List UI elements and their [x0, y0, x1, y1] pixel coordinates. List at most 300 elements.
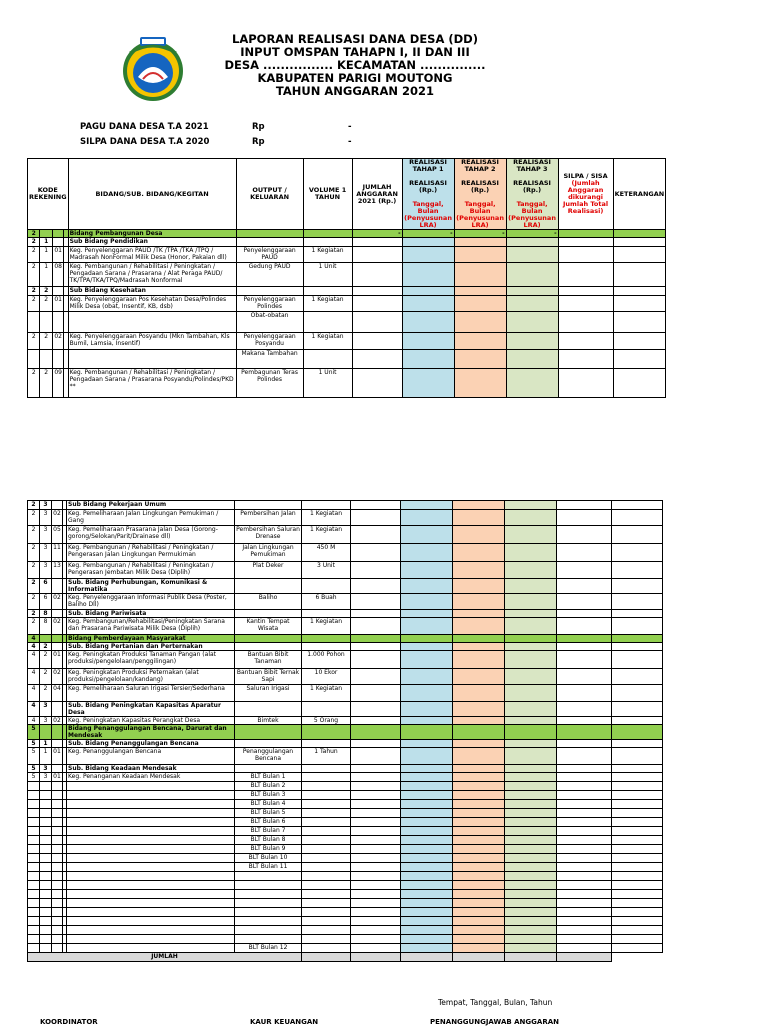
volume-cell: [302, 791, 351, 800]
realisasi-3-cell: [505, 651, 557, 669]
volume-cell: [302, 917, 351, 926]
jumlah-anggaran-cell: [351, 890, 401, 899]
realisasi-2-cell: [453, 748, 505, 765]
kode-rekening-2: [40, 890, 52, 899]
signature-kaur-keuangan: KAUR KEUANGAN: [250, 1018, 319, 1026]
realisasi-3-cell: [505, 635, 557, 643]
realisasi-2-cell: [453, 717, 505, 725]
kode-rekening-1: [28, 917, 40, 926]
uraian-cell: Keg. Penyelenggaraan Pos Kesehatan Desa/Polindes Milik Desa (obat, Insentif, KB, dsb): [68, 296, 236, 312]
kode-rekening-3: [52, 845, 63, 854]
keterangan-cell: [613, 296, 666, 312]
jumlah-anggaran-cell: [351, 926, 401, 935]
kode-rekening-2: [40, 944, 52, 953]
silpa-cell: [557, 773, 612, 782]
kode-rekening-2: 8: [40, 618, 52, 635]
realisasi-2-cell: [453, 773, 505, 782]
kegiatan-row: [28, 782, 663, 791]
kode-rekening-3: [52, 899, 63, 908]
silpa-cell: [557, 717, 612, 725]
realisasi-3-cell: [505, 579, 557, 594]
realisasi-2-cell: [453, 725, 505, 740]
uraian-cell: Keg. Pemeliharaan Saluran Irigasi Tersier/Sederhana: [67, 685, 235, 702]
kode-rekening-2: 1: [40, 263, 52, 287]
output-cell: [235, 635, 302, 643]
volume-cell: [302, 935, 351, 944]
jumlah-anggaran-cell: [352, 369, 402, 398]
realisasi-2-cell: [453, 791, 505, 800]
uraian-cell: Keg. Penyelenggaraan Informasi Publik Desa (Poster, Baliho Dll): [67, 594, 235, 610]
silpa-cell: [557, 809, 612, 818]
kode-rekening-3: [52, 881, 63, 890]
kode-rekening-1: [28, 854, 40, 863]
output-cell: BLT Bulan 2: [235, 782, 302, 791]
realisasi-1-cell: [401, 944, 453, 953]
uraian-cell: [67, 872, 235, 881]
jumlah-anggaran-cell: [352, 333, 402, 350]
kode-rekening-1: 4: [28, 685, 40, 702]
realisasi-3-cell: [506, 247, 558, 263]
uraian-cell: [67, 863, 235, 872]
tahap-1-rp: REALISASI (Rp.): [409, 179, 447, 194]
realisasi-1-cell: [401, 809, 453, 818]
silpa-cell: [558, 238, 613, 247]
kode-rekening-1: 5: [28, 725, 40, 740]
jumlah-anggaran-cell: [352, 287, 402, 296]
kode-rekening-3: [52, 818, 63, 827]
realisasi-1-cell: [401, 651, 453, 669]
realisasi-3-cell: [505, 800, 557, 809]
sub-bidang-row: [28, 238, 666, 247]
kode-rekening-3: [52, 800, 63, 809]
kode-rekening-3: [52, 944, 63, 953]
silpa-cell: [558, 263, 613, 287]
output-cell: Pembersihan Jalan: [235, 510, 302, 526]
realisasi-2-cell: [453, 908, 505, 917]
kode-rekening-2: 3: [40, 501, 52, 510]
kode-rekening-3: 01: [53, 773, 61, 780]
uraian-cell: Sub. Bidang Pariwisata: [67, 610, 235, 618]
kode-rekening-3: 08: [52, 263, 63, 287]
realisasi-2-cell: [454, 296, 506, 312]
uraian-cell: Bidang Pemberdayaan Masyarakat: [67, 635, 235, 643]
jumlah-anggaran-cell: [352, 296, 402, 312]
silpa-cell: [557, 610, 612, 618]
realisasi-1-cell: [401, 562, 453, 579]
kode-rekening-2: 3: [40, 773, 52, 782]
keterangan-cell: [612, 800, 663, 809]
jumlah-anggaran-cell: [351, 594, 401, 610]
volume-cell: [302, 782, 351, 791]
volume-cell: [302, 827, 351, 836]
jumlah-anggaran-cell: [352, 350, 402, 369]
kode-rekening-3: [52, 765, 63, 773]
kode-rekening-3: [52, 809, 63, 818]
realisasi-2-cell: [453, 854, 505, 863]
tahap-3-title: REALISASI TAHAP 3: [513, 158, 551, 173]
jumlah-label: JUMLAH: [28, 953, 302, 962]
realisasi-3-cell: -: [506, 230, 558, 238]
volume-cell: [302, 890, 351, 899]
volume-cell: 1 Kegiatan: [302, 618, 351, 635]
output-cell: [235, 643, 302, 651]
silpa-cell: [557, 740, 612, 748]
pagu-label: PAGU DANA DESA T.A 2021: [80, 122, 209, 132]
realisasi-table-part-1: [27, 158, 666, 398]
volume-cell: [302, 926, 351, 935]
realisasi-2-cell: [454, 263, 506, 287]
realisasi-2-cell: [453, 881, 505, 890]
silpa-cell: [557, 818, 612, 827]
sub-bidang-row: [28, 501, 663, 510]
kegiatan-row: [28, 836, 663, 845]
realisasi-1-cell: [402, 263, 454, 287]
output-cell: BLT Bulan 5: [235, 809, 302, 818]
keterangan-cell: [612, 809, 663, 818]
realisasi-3-cell: [505, 748, 557, 765]
realisasi-1-cell: [401, 643, 453, 651]
kode-rekening-1: [28, 809, 40, 818]
kode-rekening-2: [40, 827, 52, 836]
kegiatan-row: [28, 350, 666, 369]
output-cell: BLT Bulan 6: [235, 818, 302, 827]
jumlah-anggaran-cell: [351, 669, 401, 685]
tahap-2-tanggal: Tanggal, Bulan (Penyusunan LRA): [456, 200, 504, 229]
kode-rekening-2: 2: [40, 287, 52, 296]
silpa-cell: [557, 643, 612, 651]
kode-rekening-2: 8: [40, 610, 52, 618]
jumlah-anggaran-cell: [351, 685, 401, 702]
table-body-2: [28, 501, 663, 962]
kode-rekening-3: [52, 782, 63, 791]
silpa-cell: [558, 333, 613, 350]
signature-koordinator: KOORDINATOR: [40, 1018, 98, 1026]
realisasi-1-cell: [401, 725, 453, 740]
kode-rekening-2: [40, 899, 52, 908]
volume-cell: 3 Unit: [302, 562, 351, 579]
kode-rekening-1: 2: [28, 562, 40, 579]
jumlah-anggaran-cell: [351, 908, 401, 917]
jumlah-anggaran-cell: [351, 702, 401, 717]
kode-rekening-2: [40, 350, 52, 369]
kode-rekening-2: 1: [40, 740, 52, 748]
jumlah-anggaran-cell: [351, 917, 401, 926]
jumlah-anggaran-cell: [351, 618, 401, 635]
output-cell: [235, 579, 302, 594]
realisasi-2-cell: [453, 579, 505, 594]
kode-rekening-1: 5: [28, 765, 40, 773]
kode-rekening-1: [28, 944, 40, 953]
uraian-cell: [67, 944, 235, 953]
realisasi-1-cell: [402, 287, 454, 296]
keterangan-cell: [612, 717, 663, 725]
realisasi-2-total: [401, 953, 453, 962]
volume-cell: [303, 350, 352, 369]
jumlah-anggaran-cell: [351, 510, 401, 526]
realisasi-1-cell: [401, 890, 453, 899]
output-cell: [235, 890, 302, 899]
sub-bidang-row: [28, 579, 663, 594]
keterangan-cell: [612, 899, 663, 908]
jumlah-anggaran-cell: [351, 651, 401, 669]
realisasi-2-cell: -: [454, 230, 506, 238]
uraian-cell: Keg. Pembangunan/Rehabilitasi/Peningkatan Sarana dan Prasarana Pariwisata Milik Desa (Diplih): [67, 618, 235, 635]
kegiatan-row: [28, 651, 663, 669]
kode-rekening-1: 5: [28, 748, 40, 765]
keterangan-cell: [613, 312, 666, 333]
uraian-cell: [67, 836, 235, 845]
realisasi-1-cell: [402, 333, 454, 350]
kode-rekening-2: 3: [40, 717, 52, 725]
silpa-cell: [557, 765, 612, 773]
volume-cell: 450 M: [302, 544, 351, 562]
realisasi-1-cell: [401, 791, 453, 800]
kode-rekening-1: 2: [28, 230, 40, 238]
uraian-cell: Keg. Pemeliharaan Prasarana Jalan Desa (Gorong-gorong/Selokan/Parit/Drainase dll): [67, 526, 235, 544]
jumlah-anggaran-cell: [351, 526, 401, 544]
volume-cell: [303, 238, 352, 247]
volume-cell: 10 Ekor: [302, 669, 351, 685]
output-cell: [235, 917, 302, 926]
jumlah-anggaran-total: [302, 953, 351, 962]
header-bidang: BIDANG/SUB. BIDANG/KEGITAN: [68, 159, 236, 230]
keterangan-cell: [613, 247, 666, 263]
kegiatan-row: [28, 890, 663, 899]
bidang-row: [28, 725, 663, 740]
realisasi-1-cell: [401, 594, 453, 610]
realisasi-3-cell: [505, 818, 557, 827]
kegiatan-row: [28, 944, 663, 953]
title-line-2: INPUT OMSPAN TAHAPN I, II DAN III: [240, 45, 470, 59]
header-jumlah: JUMLAH ANGGARAN 2021 (Rp.): [352, 159, 402, 230]
realisasi-3-cell: [505, 836, 557, 845]
kode-rekening-3: [52, 312, 63, 333]
silpa-cell: [557, 782, 612, 791]
realisasi-2-cell: [453, 845, 505, 854]
keterangan-cell: [612, 643, 663, 651]
realisasi-3-cell: [505, 702, 557, 717]
output-cell: [236, 287, 303, 296]
kegiatan-row: [28, 800, 663, 809]
kode-rekening-3: 02: [52, 333, 63, 350]
keterangan-cell: [612, 702, 663, 717]
silpa-cell: [557, 510, 612, 526]
uraian-cell: Keg. Pembangunan / Rehabilitasi / Peningkatan / Pengadaan Sarana / Prasarana Posyandu/Polindes/PKD **: [68, 369, 236, 398]
realisasi-1-cell: [401, 748, 453, 765]
kegiatan-row: [28, 908, 663, 917]
output-cell: BLT Bulan 4: [235, 800, 302, 809]
jumlah-anggaran-cell: [352, 312, 402, 333]
kode-rekening-3: [52, 740, 63, 748]
output-cell: [235, 725, 302, 740]
kode-rekening-2: 2: [40, 369, 52, 398]
uraian-cell: Sub. Bidang Peningkatan Kapasitas Aparatur Desa: [67, 702, 235, 717]
kegiatan-row: [28, 863, 663, 872]
realisasi-1-cell: [401, 818, 453, 827]
keterangan-cell: [612, 845, 663, 854]
realisasi-2-cell: [453, 800, 505, 809]
volume-cell: 1 Tahun: [302, 748, 351, 765]
jumlah-anggaran-cell: -: [352, 230, 402, 238]
kegiatan-row: [28, 818, 663, 827]
realisasi-3-cell: [506, 312, 558, 333]
kode-rekening-1: [28, 872, 40, 881]
kode-rekening-1: 5: [28, 740, 40, 748]
silpa-cell: [557, 501, 612, 510]
kode-rekening-1: 4: [28, 651, 40, 669]
silpa-cell: [557, 526, 612, 544]
sub-bidang-row: [28, 765, 663, 773]
kode-rekening-2: [40, 809, 52, 818]
realisasi-2-cell: [453, 935, 505, 944]
silpa-cell: [558, 312, 613, 333]
keterangan-cell: [612, 872, 663, 881]
realisasi-3-cell: [505, 845, 557, 854]
silpa-cell: [557, 685, 612, 702]
volume-cell: [302, 579, 351, 594]
kode-rekening-1: 2: [28, 501, 40, 510]
output-cell: [235, 881, 302, 890]
keterangan-cell: [612, 610, 663, 618]
keterangan-cell: [612, 725, 663, 740]
realisasi-2-cell: [454, 333, 506, 350]
kode-rekening-1: 2: [28, 510, 40, 526]
kode-rekening-3: [52, 287, 63, 296]
silpa-title: SILPA / SISA: [563, 172, 608, 180]
output-cell: [235, 935, 302, 944]
kode-rekening-3: [52, 579, 63, 594]
kegiatan-row: [28, 263, 666, 287]
output-cell: Gedung PAUD: [236, 263, 303, 287]
kode-rekening-1: [28, 845, 40, 854]
kode-rekening-1: [28, 863, 40, 872]
kode-rekening-2: 3: [40, 562, 52, 579]
keterangan-cell: [612, 890, 663, 899]
realisasi-2-cell: [453, 890, 505, 899]
realisasi-3-cell: [505, 926, 557, 935]
output-cell: Pembersihan Saluran Drenase: [235, 526, 302, 544]
pagu-currency: Rp: [252, 122, 265, 132]
uraian-cell: [68, 350, 236, 369]
title-line-3: DESA ................ KECAMATAN ...............: [224, 58, 486, 72]
uraian-cell: Keg. Peningkatan Produksi Peternakan (alat produksi/pengelolaan/kandang): [67, 669, 235, 685]
silpa-total: [505, 953, 557, 962]
silpa-cell: [557, 944, 612, 953]
kode-rekening-2: [40, 908, 52, 917]
realisasi-2-cell: [453, 618, 505, 635]
output-cell: BLT Bulan 11: [235, 863, 302, 872]
kode-rekening-2: 3: [40, 765, 52, 773]
realisasi-3-cell: [505, 827, 557, 836]
realisasi-3-cell: [505, 562, 557, 579]
kode-rekening-3: 02: [52, 510, 63, 526]
keterangan-cell: [613, 333, 666, 350]
sub-bidang-row: [28, 610, 663, 618]
keterangan-cell: [613, 263, 666, 287]
kode-rekening-3: [52, 791, 63, 800]
kode-rekening-2: 2: [40, 333, 52, 350]
realisasi-3-cell: [505, 594, 557, 610]
jumlah-anggaran-cell: [351, 800, 401, 809]
uraian-cell: Keg. Penyelenggaran PAUD /TK /TPA /TKA /TPQ / Madrasah NonFormal Milik Desa (Honor, Pakaian dll): [68, 247, 236, 263]
silpa-cell: [557, 881, 612, 890]
keterangan-cell: [612, 740, 663, 748]
uraian-cell: [67, 818, 235, 827]
output-cell: Bantuan Bibit Ternak Sapi: [235, 669, 302, 685]
kode-rekening-2: [40, 725, 52, 740]
kode-rekening-3: [52, 725, 63, 740]
realisasi-2-cell: [453, 510, 505, 526]
realisasi-1-cell: [401, 935, 453, 944]
keterangan-cell: [612, 818, 663, 827]
output-cell: Makana Tambahan: [236, 350, 303, 369]
header-tahap-3: [506, 159, 558, 230]
jumlah-anggaran-cell: [351, 809, 401, 818]
keterangan-cell: [612, 651, 663, 669]
realisasi-1-cell: [401, 765, 453, 773]
realisasi-1-cell: [402, 296, 454, 312]
output-cell: BLT Bulan 8: [235, 836, 302, 845]
keterangan-cell: [612, 944, 663, 953]
volume-cell: [302, 809, 351, 818]
realisasi-2-cell: [454, 369, 506, 398]
silpa-currency: Rp: [252, 137, 265, 147]
kode-rekening-1: [28, 836, 40, 845]
kegiatan-row: [28, 594, 663, 610]
realisasi-2-cell: [453, 610, 505, 618]
uraian-cell: Keg. Peningkatan Produksi Tanaman Pangan (alat produksi/pengelolaan/penggilingan): [67, 651, 235, 669]
silpa-cell: [557, 725, 612, 740]
keterangan-cell: [612, 510, 663, 526]
realisasi-2-cell: [453, 818, 505, 827]
realisasi-1-cell: -: [402, 230, 454, 238]
uraian-cell: Sub. Bidang Keadaan Mendesak: [67, 765, 235, 773]
kode-rekening-3: [52, 908, 63, 917]
realisasi-3-cell: [505, 526, 557, 544]
output-cell: [235, 501, 302, 510]
keterangan-cell: [613, 369, 666, 398]
silpa-cell: [557, 651, 612, 669]
realisasi-1-cell: [402, 312, 454, 333]
kode-rekening-2: 6: [40, 579, 52, 594]
realisasi-3-cell: [505, 725, 557, 740]
uraian-cell: [67, 926, 235, 935]
kegiatan-row: [28, 748, 663, 765]
tahap-2-rp: REALISASI (Rp.): [461, 179, 499, 194]
kode-rekening-2: [40, 791, 52, 800]
volume-cell: 1 Kegiatan: [302, 510, 351, 526]
tahap-3-tanggal: Tanggal, Bulan (Penyusunan LRA): [508, 200, 556, 229]
keterangan-cell: [612, 773, 663, 782]
kode-rekening-2: [40, 818, 52, 827]
kode-rekening-2: [40, 917, 52, 926]
sub-bidang-row: [28, 287, 666, 296]
jumlah-anggaran-cell: [352, 247, 402, 263]
kode-rekening-2: [40, 800, 52, 809]
volume-cell: [302, 881, 351, 890]
silpa-cell: [557, 836, 612, 845]
silpa-cell: [557, 562, 612, 579]
realisasi-1-cell: [401, 773, 453, 782]
realisasi-1-cell: [401, 800, 453, 809]
kegiatan-row: [28, 333, 666, 350]
kode-rekening-3: 05: [52, 526, 63, 544]
kegiatan-row: [28, 854, 663, 863]
silpa-cell: [558, 350, 613, 369]
uraian-cell: Sub. Bidang Pertanian dan Perternakan: [67, 643, 235, 651]
kode-rekening-1: 2: [28, 238, 40, 247]
kode-rekening-1: 4: [28, 643, 40, 651]
